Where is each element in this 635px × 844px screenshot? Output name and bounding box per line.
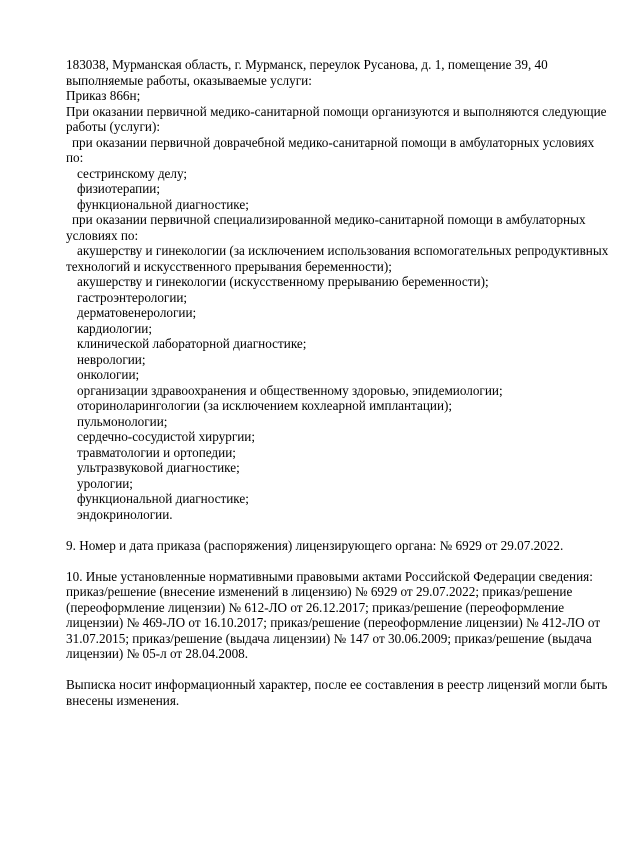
text-line: по: [66,150,84,165]
text-line: 31.07.2015; приказ/решение (выдача лицензии) № 147 от 30.06.2009; приказ/решение (выдача [66,630,592,646]
disclaimer-line: Выписка носит информационный характер, после ее составления в реестр лицензий могли быть [66,677,608,692]
list-item: дерматовенерологии; [77,305,197,320]
list-item: технологий и искусственного прерывания беременности); [66,258,392,274]
order-section [66,538,605,554]
text-line: при оказании первичной доврачебной медико-санитарной помощи в амбулаторных условиях [72,134,595,150]
text-line: при оказании первичной специализированной медико-санитарной помощи в амбулаторных [72,212,586,227]
text-line: Приказ 866н; [66,88,141,103]
list-item: кардиологии; [77,320,153,336]
order-number-line: 9. Номер и дата приказа (распоряжения) лицензирующего органа: № 6929 от 29.07.2022. [66,537,564,553]
disclaimer-section [66,677,608,708]
other-info-section [66,569,605,662]
list-item: травматологии и ортопедии; [77,444,236,460]
text-line: работы (услуги): [66,119,161,134]
list-item: оториноларингологии (за исключением кохлеарной имплантации); [77,398,453,413]
text-line: приказ/решение (внесение изменений в лицензию) № 6929 от 29.07.2022; приказ/решение [66,584,573,599]
address-line: 183038, Мурманская область, г. Мурманск, переулок Русанова, д. 1, помещение 39, 40 [66,57,548,72]
list-item: акушерству и гинекологии (искусственному прерыванию беременности); [77,274,489,289]
text-line: лицензии) № 469-ЛО от 16.10.2017; приказ/решение (переоформление лицензии) № 412-ЛО от [66,615,601,630]
list-item: акушерству и гинекологии (за исключением использования вспомогательных репродуктивных [77,243,609,258]
license-works-block [66,57,609,522]
list-item: функциональной диагностике; [77,196,249,212]
disclaimer-line: внесены изменения. [66,692,180,708]
list-item: сестринскому делу; [77,165,188,181]
list-item: сердечно-сосудистой хирургии; [77,429,256,444]
text-line: лицензии) № 05-л от 28.04.2008. [66,646,249,661]
text-line: выполняемые работы, оказываемые услуги: [66,72,312,88]
list-item: неврологии; [77,351,146,367]
text-line: (переоформление лицензии) № 612-ЛО от 26.12.2017; приказ/решение (переоформление [66,599,565,615]
list-item: функциональной диагностике; [77,491,249,506]
list-item: организации здравоохранения и общественному здоровью, эпидемиологии; [77,382,503,398]
list-item: ультразвуковой диагностике; [77,460,240,475]
list-item: онкологии; [77,367,140,382]
list-item: физиотерапии; [77,181,161,196]
text-line: 10. Иные установленные нормативными правовыми актами Российской Федерации сведения: [66,568,593,584]
list-item: эндокринологии. [77,506,173,522]
list-item: гастроэнтерологии; [77,289,188,305]
text-line: условиях по: [66,227,139,243]
text-line: При оказании первичной медико-санитарной помощи организуются и выполняются следующие [66,103,607,119]
list-item: урологии; [77,475,133,491]
list-item: пульмонологии; [77,413,168,429]
list-item: клинической лабораторной диагностике; [77,336,307,351]
